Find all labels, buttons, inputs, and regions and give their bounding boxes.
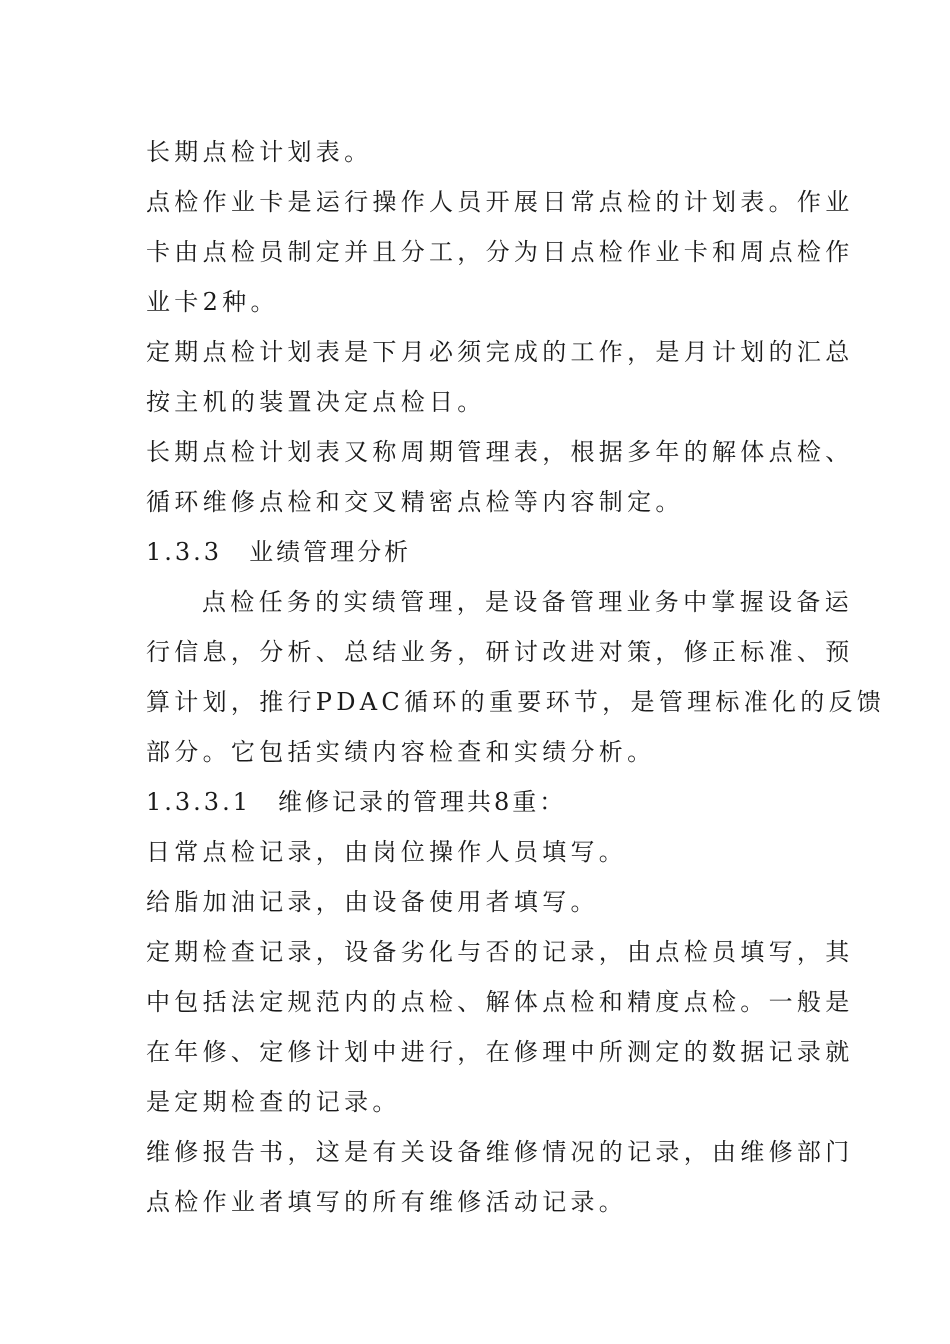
text-line: 在年修、定修计划中进行，在修理中所测定的数据记录就: [146, 1038, 854, 1066]
text-line: 是定期检查的记录。: [146, 1088, 401, 1116]
text-line: 长期点检计划表又称周期管理表，根据多年的解体点检、: [146, 438, 854, 466]
text-line: 给脂加油记录，由设备使用者填写。: [146, 888, 599, 916]
text-line: 算计划，推行PDAC循环的重要环节，是管理标准化的反馈: [146, 688, 886, 716]
text-line: 定期点检计划表是下月必须完成的工作，是月计划的汇总: [146, 338, 854, 366]
section-heading-1-3-3-1: 1.3.3.1 维修记录的管理共8重：: [146, 788, 567, 816]
text-line: 点检作业者填写的所有维修活动记录。: [146, 1188, 628, 1216]
document-page: [146, 127, 886, 1227]
text-line: 日常点检记录，由岗位操作人员填写。: [146, 838, 628, 866]
text-line: 卡由点检员制定并且分工，分为日点检作业卡和周点检作: [146, 238, 854, 266]
text-line: 部分。它包括实绩内容检查和实绩分析。: [146, 738, 656, 766]
text-line: 长期点检计划表。: [146, 138, 373, 166]
text-line: 点检作业卡是运行操作人员开展日常点检的计划表。作业: [146, 188, 854, 216]
text-line: 定期检查记录，设备劣化与否的记录，由点检员填写，其: [146, 938, 854, 966]
text-line: 中包括法定规范内的点检、解体点检和精度点检。一般是: [146, 988, 854, 1016]
text-line: 循环维修点检和交叉精密点检等内容制定。: [146, 488, 684, 516]
text-line: 业卡2种。: [146, 288, 279, 316]
text-line: 维修报告书，这是有关设备维修情况的记录，由维修部门: [146, 1138, 854, 1166]
section-heading-1-3-3: 1.3.3 业绩管理分析: [146, 538, 412, 566]
text-line: 按主机的装置决定点检日。: [146, 388, 486, 416]
text-line: 行信息，分析、总结业务，研讨改进对策，修正标准、预: [146, 638, 854, 666]
text-line: 点检任务的实绩管理，是设备管理业务中掌握设备运: [202, 588, 853, 616]
